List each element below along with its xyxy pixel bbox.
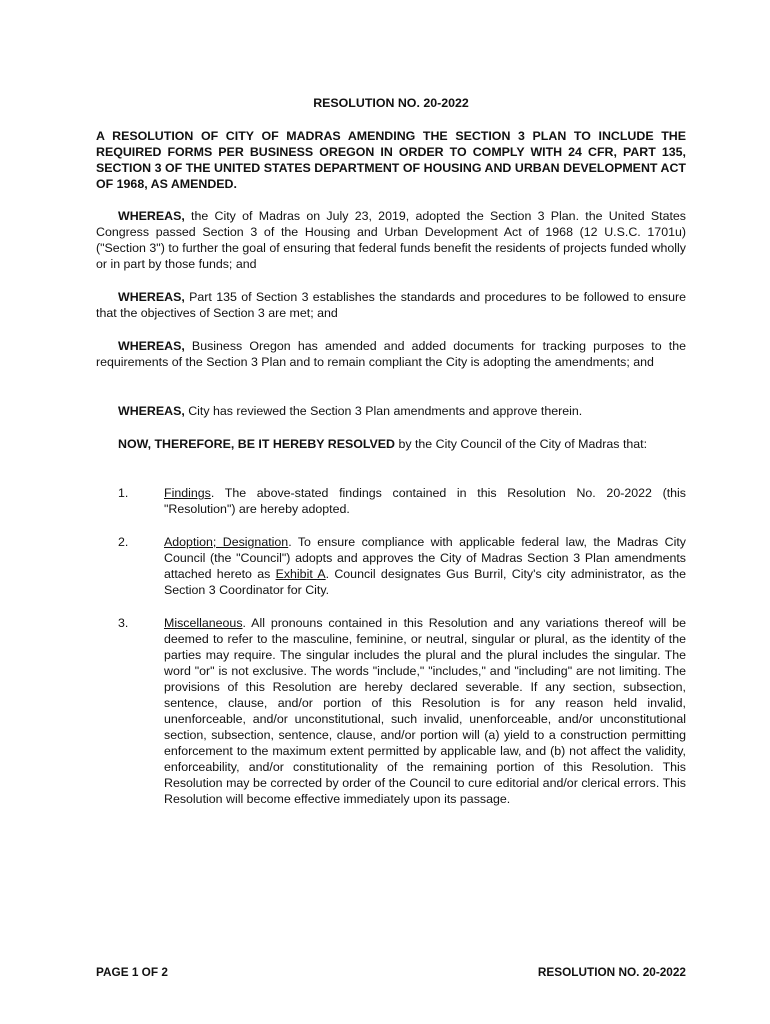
paragraph-text: City has reviewed the Section 3 Plan amendments and approve therein.	[184, 404, 583, 418]
section-text: . All pronouns contained in this Resolution and any variations thereof will be deemed to refer to the masculine, feminine, or neutral, singular or plural, as the identity of the parties may require. The singular includes the plural and the plural includes the singular. The word "or" is not exclusive. The words "include," "includes," and "including" are not limiting. The provisions of this Resolution are hereby declared severable. If any section, subsection, sentence, clause, and/or portion of this Resolution is for any reason held invalid, unenforceable, and/or unconstitutional, such invalid, unenforceable, and/or unconstitutional section, subsection, sentence, clause, and/or portion will (a) yield to a construction permitting enforcement to the maximum extent permitted by applicable law, and (b) not affect the validity, enforceability, and/or constitutionality of the remaining portion of this Resolution. This Resolution may be corrected by order of the Council to cure editorial and/or clerical errors. This Resolution will become effective immediately upon its passage.	[164, 616, 686, 806]
paragraph-lead: WHEREAS,	[118, 339, 185, 353]
whereas-paragraph-1	[96, 208, 686, 272]
resolution-title: A RESOLUTION OF CITY OF MADRAS AMENDING THE SECTION 3 PLAN TO INCLUDE THE REQUIRED FORMS PER BUSINESS OREGON IN ORDER TO COMPLY WITH 24 CFR, PART 135, SECTION 3 OF THE UNITED STATES DEPARTMENT OF HOUSING AND URBAN DEVELOPMENT ACT OF 1968, AS AMENDED.	[96, 129, 686, 191]
footer-page-number: PAGE 1 OF 2	[96, 965, 168, 979]
section-adoption	[118, 534, 686, 598]
resolution-number-heading: RESOLUTION NO. 20-2022	[313, 96, 469, 110]
section-heading: Adoption; Designation	[164, 535, 289, 549]
section-miscellaneous	[118, 615, 686, 807]
section-body	[164, 485, 686, 517]
paragraph-lead: NOW, THEREFORE, BE IT HEREBY RESOLVED	[118, 437, 395, 451]
section-heading: Findings	[164, 486, 211, 500]
section-body	[164, 615, 686, 807]
whereas-paragraph-2	[96, 289, 686, 321]
section-findings	[118, 485, 686, 517]
section-text: . The above-stated findings contained in this Resolution No. 20-2022 (this "Resolution") are hereby adopted.	[164, 486, 686, 516]
paragraph-lead: WHEREAS,	[118, 290, 185, 304]
section-heading: Miscellaneous	[164, 616, 243, 630]
paragraph-lead: WHEREAS,	[118, 404, 185, 418]
footer-resolution-number: RESOLUTION NO. 20-2022	[537, 965, 686, 979]
paragraph-text: the City of Madras on July 23, 2019, adopted the Section 3 Plan. the United States Congress passed Section 3 of the Housing and Urban Development Act of 1968 (12 U.S.C. 1701u) ("Section 3") to further the goal of ensuring that federal funds benefit the residents of projects funded wholly or in part by those funds; and	[96, 209, 686, 271]
paragraph-text: Part 135 of Section 3 establishes the standards and procedures to be followed to ensure that the objectives of Section 3 are met; and	[96, 290, 686, 320]
paragraph-lead: WHEREAS,	[118, 209, 185, 223]
section-number: 3.	[118, 616, 129, 630]
resolved-paragraph	[96, 436, 686, 452]
paragraph-text: Business Oregon has amended and added documents for tracking purposes to the requirements of the Section 3 Plan and to remain compliant the City is adopting the amendments; and	[96, 339, 686, 369]
exhibit-reference: Exhibit A	[275, 567, 326, 581]
whereas-paragraph-4	[96, 403, 686, 419]
whereas-paragraph-3	[96, 338, 686, 370]
paragraph-text: by the City Council of the City of Madras that:	[395, 437, 648, 451]
section-body	[164, 534, 686, 598]
section-text: . Council designates Gus Burril, City's city administrator, as the Section 3 Coordinator for City.	[164, 567, 686, 597]
section-text: . To ensure compliance with applicable federal law, the Madras City Council (the "Council") adopts and approves the City of Madras Section 3 Plan amendments attached hereto as	[164, 535, 686, 581]
section-number: 1.	[118, 486, 129, 500]
section-number: 2.	[118, 535, 129, 549]
